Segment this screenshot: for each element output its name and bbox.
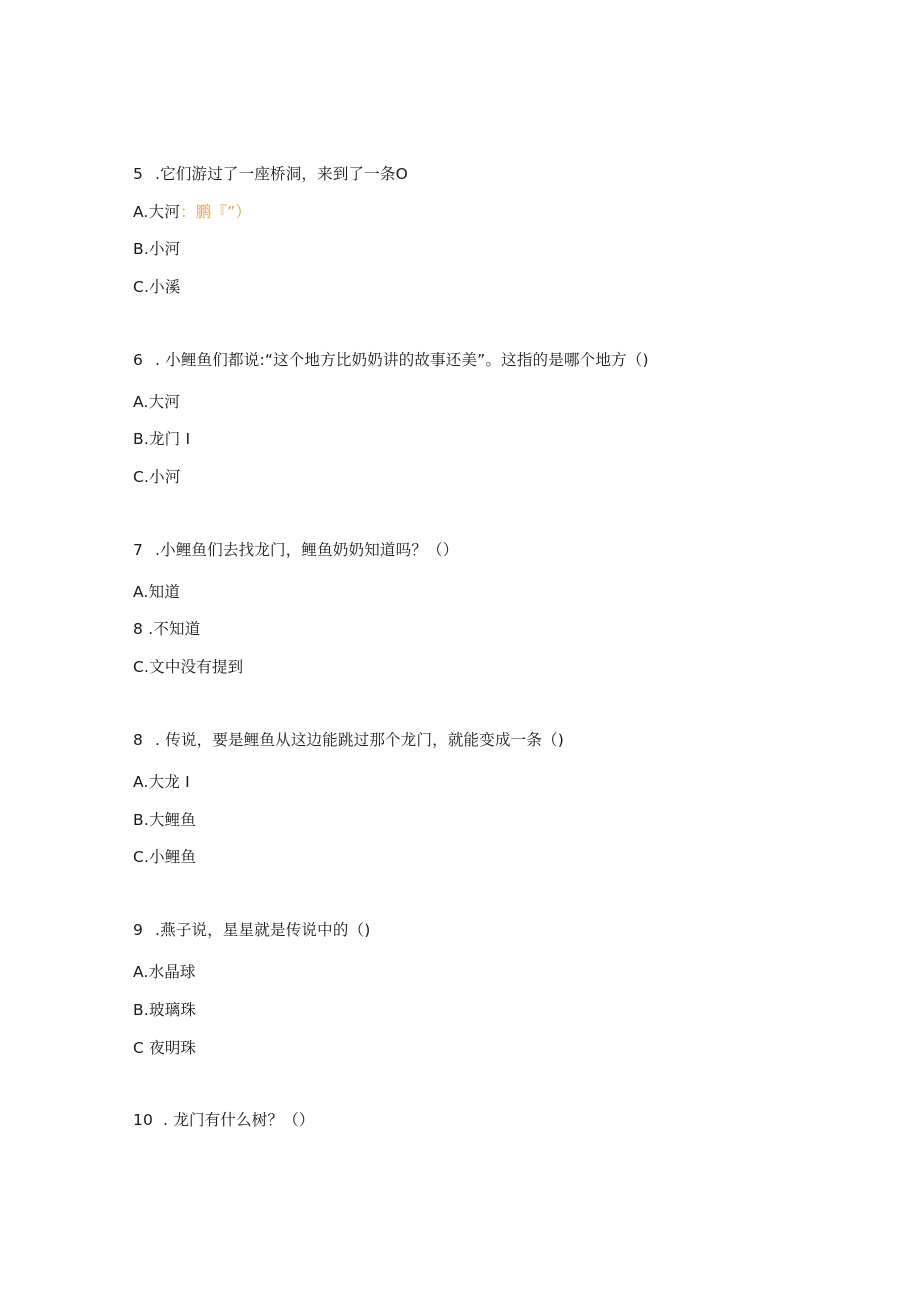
option-7-a xyxy=(133,582,180,602)
option-6-b xyxy=(133,429,190,449)
question-text: .它们游过了一座桥洞，来到了一条O xyxy=(155,165,409,183)
option-9-a xyxy=(133,962,196,982)
option-text: C.小鲤鱼 xyxy=(133,848,197,866)
option-text: A.水晶球 xyxy=(133,963,196,981)
option-7-b xyxy=(133,619,200,639)
option-text: C.小河 xyxy=(133,468,181,486)
option-5-a xyxy=(133,202,251,222)
option-text: C 夜明珠 xyxy=(133,1039,197,1057)
question-number: 8 xyxy=(133,731,144,749)
option-8-c xyxy=(133,847,196,867)
question-number: 9 xyxy=(133,921,144,939)
question-10 xyxy=(133,1110,315,1130)
question-text: .燕子说，星星就是传说中的（) xyxy=(155,921,371,939)
question-8 xyxy=(133,730,564,750)
question-text: . 龙门有什么树？（） xyxy=(163,1111,315,1129)
question-text: . 小鲤鱼们都说:“这个地方比奶奶讲的故事还美”。这指的是哪个地方（) xyxy=(155,351,649,369)
option-text: A.大龙 I xyxy=(133,773,190,791)
option-5-b xyxy=(133,239,180,259)
question-7 xyxy=(133,540,458,560)
handwritten-annotation: ：鹏『”） xyxy=(180,203,252,221)
option-text: B.小河 xyxy=(133,240,181,258)
option-9-c xyxy=(133,1038,196,1058)
question-text: .小鲤鱼们去找龙门，鲤鱼奶奶知道吗？（） xyxy=(155,541,459,559)
question-number: 6 xyxy=(133,351,144,369)
question-text: . 传说，要是鲤鱼从这边能跳过那个龙门，就能变成一条（) xyxy=(155,731,565,749)
option-9-b xyxy=(133,1000,196,1020)
option-text: A.大河 xyxy=(133,203,181,221)
option-5-c xyxy=(133,277,181,297)
question-number: 5 xyxy=(133,165,144,183)
option-text: B.龙门 I xyxy=(133,430,191,448)
option-8-a xyxy=(133,772,190,792)
question-9 xyxy=(133,920,370,940)
option-text: B.大鲤鱼 xyxy=(133,811,197,829)
option-text: 8 .不知道 xyxy=(133,620,201,638)
question-number: 10 xyxy=(133,1111,154,1129)
option-text: C.文中没有提到 xyxy=(133,658,244,676)
option-text: A.大河 xyxy=(133,393,181,411)
option-text: C.小溪 xyxy=(133,278,181,296)
question-5 xyxy=(133,164,408,184)
question-number: 7 xyxy=(133,541,144,559)
option-text: B.玻璃珠 xyxy=(133,1001,197,1019)
option-6-c xyxy=(133,467,181,487)
option-6-a xyxy=(133,392,180,412)
option-7-c xyxy=(133,657,243,677)
option-8-b xyxy=(133,810,196,830)
question-6 xyxy=(133,350,649,370)
option-text: A.知道 xyxy=(133,583,181,601)
